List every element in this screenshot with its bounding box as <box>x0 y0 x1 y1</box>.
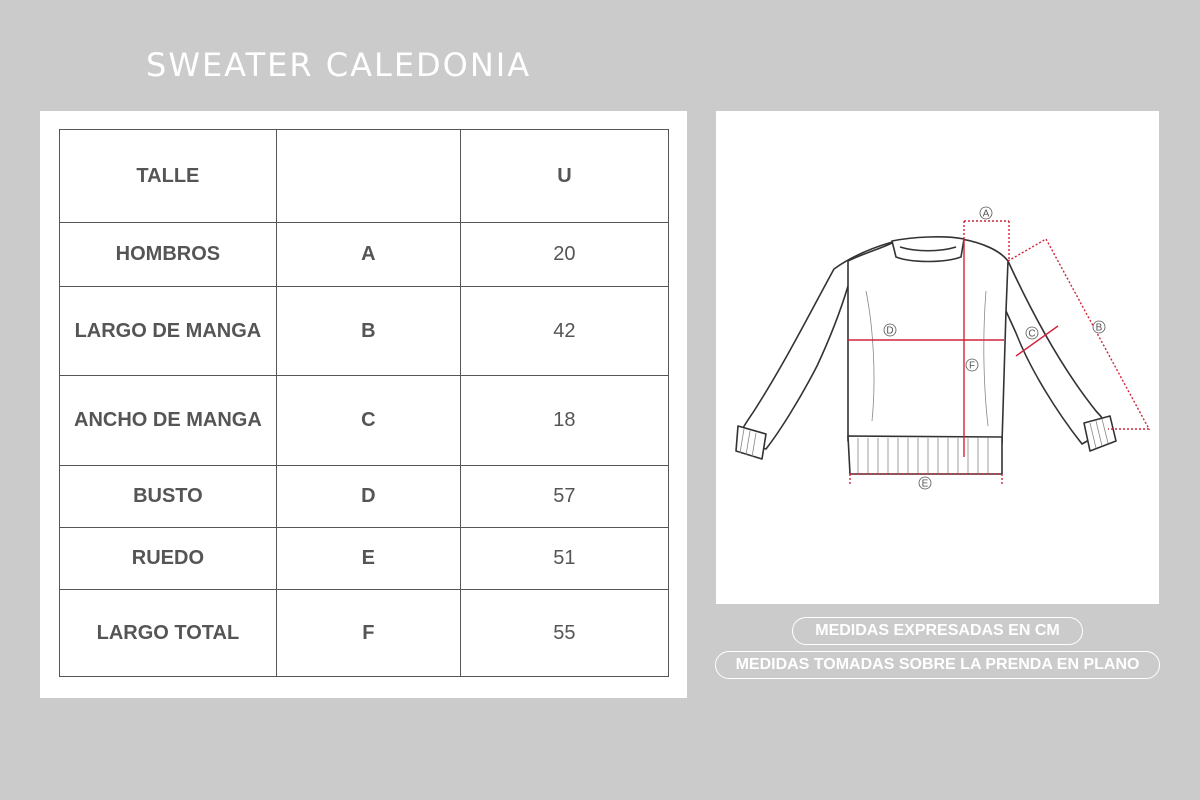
svg-text:C: C <box>1028 328 1036 340</box>
row-label: LARGO DE MANGA <box>60 287 277 376</box>
svg-text:B: B <box>1095 322 1103 334</box>
row-value: 51 <box>460 528 668 590</box>
sweater-measurement-diagram <box>716 111 1159 604</box>
row-label: LARGO TOTAL <box>60 590 277 677</box>
row-value: 20 <box>460 223 668 287</box>
marker-d-icon <box>884 324 896 337</box>
table-row <box>60 528 669 590</box>
row-value: 57 <box>460 466 668 528</box>
header-size-cell: U <box>460 130 668 223</box>
method-note-badge: MEDIDAS TOMADAS SOBRE LA PRENDA EN PLANO <box>715 651 1160 679</box>
svg-text:D: D <box>886 325 894 337</box>
sweater-outline <box>736 237 1116 474</box>
row-code: C <box>276 376 460 466</box>
table-row <box>60 223 669 287</box>
row-code: D <box>276 466 460 528</box>
row-label: RUEDO <box>60 528 277 590</box>
row-label: HOMBROS <box>60 223 277 287</box>
marker-a-icon <box>980 207 992 220</box>
size-table <box>59 129 669 677</box>
row-code: B <box>276 287 460 376</box>
row-value: 42 <box>460 287 668 376</box>
row-code: E <box>276 528 460 590</box>
row-label: ANCHO DE MANGA <box>60 376 277 466</box>
svg-text:F: F <box>968 360 976 372</box>
header-code-cell <box>276 130 460 223</box>
row-value: 55 <box>460 590 668 677</box>
svg-text:A: A <box>982 208 990 220</box>
row-value: 18 <box>460 376 668 466</box>
table-header-row <box>60 130 669 223</box>
marker-f-icon <box>966 359 978 372</box>
header-label-cell: TALLE <box>60 130 277 223</box>
size-table-panel <box>40 111 687 698</box>
marker-e-icon <box>919 477 931 490</box>
table-row <box>60 376 669 466</box>
table-row <box>60 287 669 376</box>
units-note-badge: MEDIDAS EXPRESADAS EN CM <box>792 617 1083 645</box>
table-row <box>60 466 669 528</box>
marker-c-icon <box>1026 327 1038 340</box>
row-code: F <box>276 590 460 677</box>
svg-text:E: E <box>921 478 929 490</box>
row-label: BUSTO <box>60 466 277 528</box>
row-code: A <box>276 223 460 287</box>
table-row <box>60 590 669 677</box>
marker-b-icon <box>1093 321 1105 334</box>
page-title: SWEATER CALEDONIA <box>146 46 532 84</box>
garment-diagram-panel <box>716 111 1159 604</box>
